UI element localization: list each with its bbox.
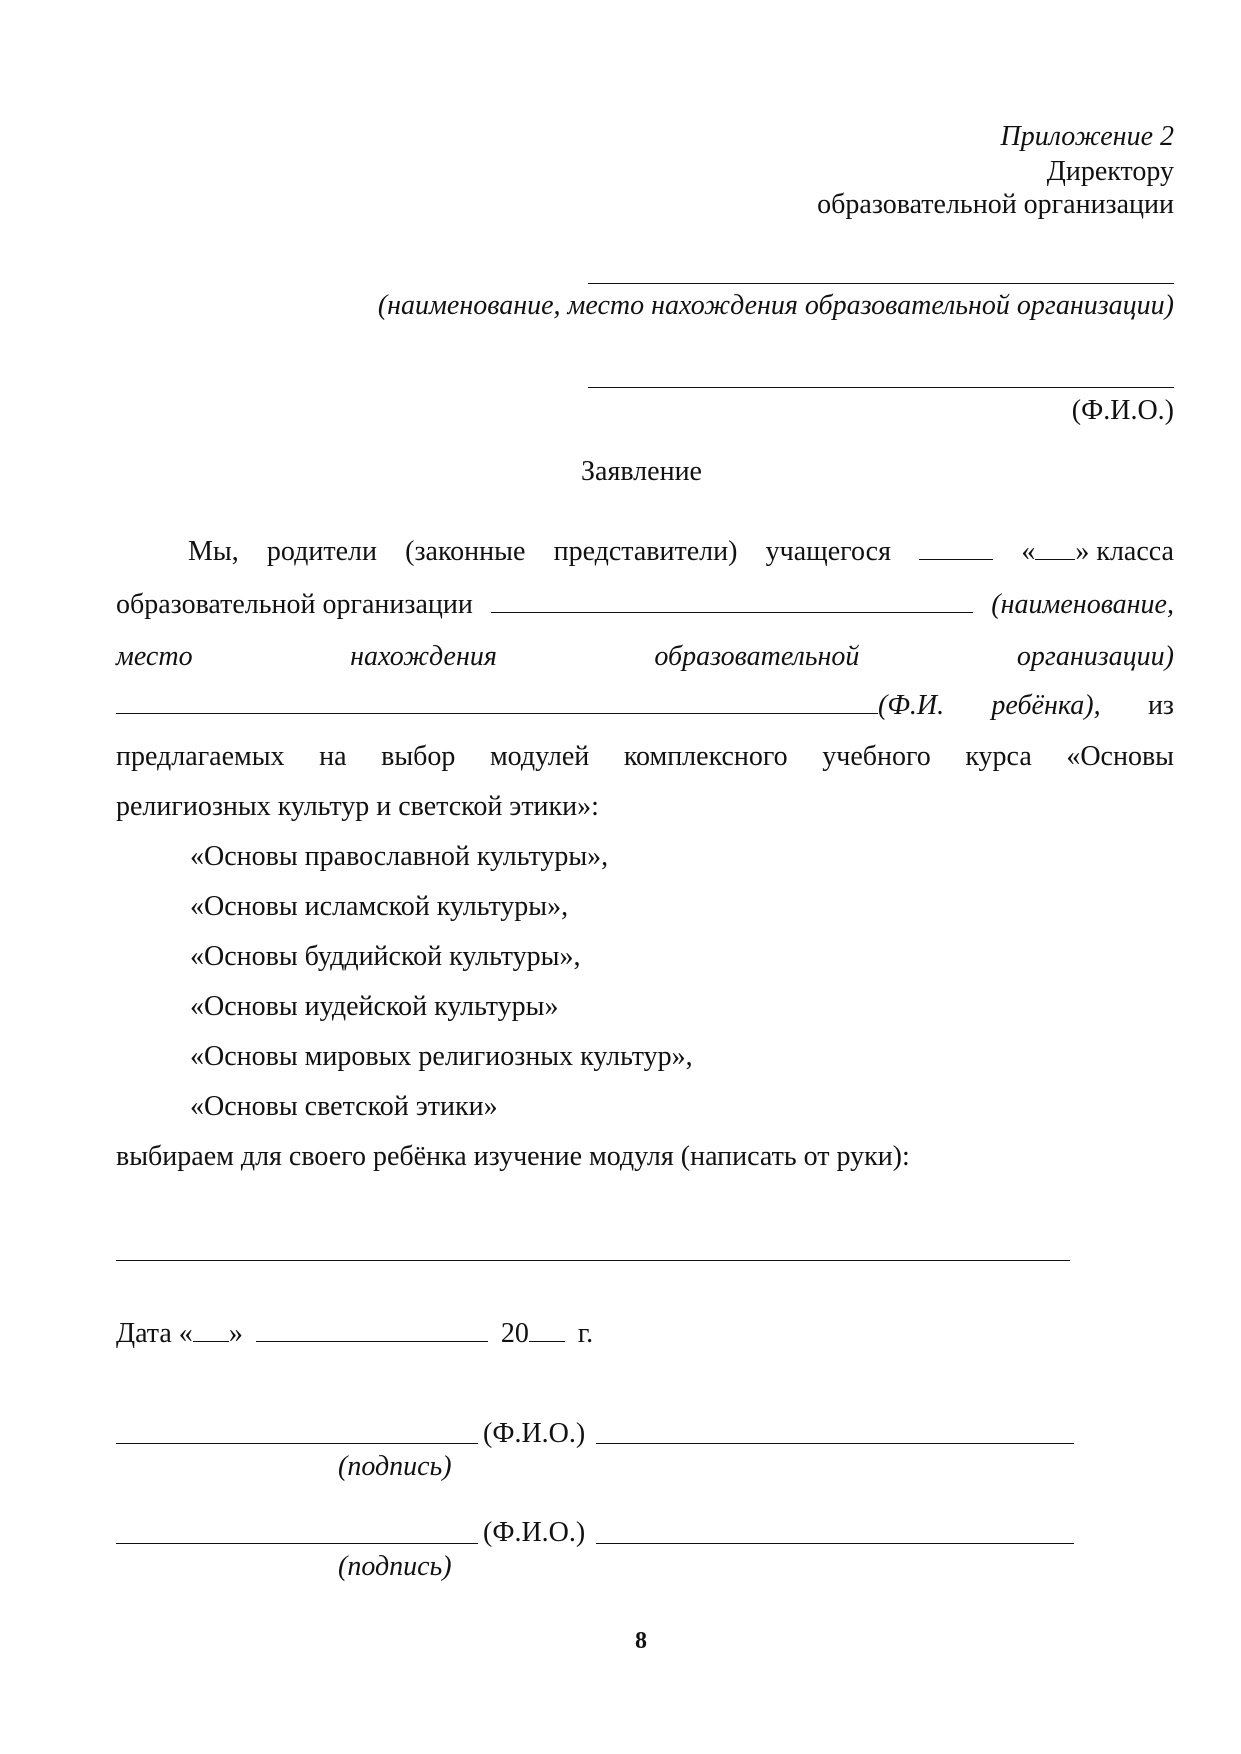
child-fio-group [116,689,944,723]
child-label: ребёнка), [991,690,1101,721]
class-letter-group [1021,535,1174,569]
body-line-2 [116,588,1174,622]
module-choice-instruction: выбираем для своего ребёнка изучение модуля (написать от руки): [116,1141,910,1172]
date-year-prefix: 20 [500,1318,529,1349]
signature-caption-2: (подпись) [338,1551,452,1582]
close-quote-class: » класса [1075,536,1174,567]
date-year-field[interactable] [529,1319,565,1342]
module-item: «Основы православной культуры», [190,841,609,872]
body-word: (законные [405,536,526,567]
child-fi-label: (Ф.И. [878,690,945,721]
child-fio-field[interactable] [116,691,878,714]
body-line-6: религиозных культур и светской этики»: [116,791,599,822]
director-fio-field[interactable] [588,387,1174,388]
body-line-3 [116,640,1174,674]
page-number: 8 [635,1628,647,1654]
body-line-5 [116,740,1174,774]
body-word: комплексного [623,741,788,772]
body-word: выбор [381,741,456,772]
parent-fio-field-2[interactable] [596,1543,1074,1544]
module-item: «Основы буддийской культуры», [190,941,581,972]
body-word: нахождения [350,641,497,672]
body-word: учебного [822,741,931,772]
module-item: «Основы исламской культуры», [190,891,569,922]
date-year-suffix: г. [577,1318,594,1349]
addressee-organization: образовательной организации [817,189,1174,220]
body-line-4 [116,689,1174,723]
body-word: родители [266,536,377,567]
module-item: «Основы мировых религиозных культур», [190,1041,693,1072]
director-fio-caption: (Ф.И.О.) [1071,395,1174,426]
body-word: предлагаемых [116,741,285,772]
body-text-italic: (наименование, [991,589,1174,620]
school-name-field[interactable] [491,590,973,613]
body-word: образовательной [654,641,860,672]
body-word: «Основы [1066,741,1174,772]
organization-name-field[interactable] [588,283,1174,284]
signature-fio-label-2: (Ф.И.О.) [483,1517,586,1548]
date-label: Дата « [116,1318,193,1349]
addressee-title: Директору [1046,156,1174,187]
class-letter-field[interactable] [1035,537,1075,560]
signature-caption-1: (подпись) [338,1451,452,1482]
signature-field-2[interactable] [116,1543,478,1544]
date-row [116,1317,593,1351]
date-month-field[interactable] [256,1319,488,1342]
body-word: организации) [1016,641,1174,672]
signature-field-1[interactable] [116,1443,478,1444]
body-word: Мы, [188,536,239,567]
organization-caption: (наименование, место нахождения образовательной организации) [377,290,1174,321]
body-word: из [1147,690,1174,721]
body-word: на [319,741,347,772]
body-word: представители) [553,536,738,567]
body-word: учащегося [765,536,891,567]
date-day-field[interactable] [193,1319,229,1342]
module-choice-field[interactable] [116,1260,1070,1261]
parent-fio-field-1[interactable] [596,1443,1074,1444]
signature-fio-label-1: (Ф.И.О.) [483,1418,586,1449]
body-word: место [116,641,193,672]
body-line-1 [188,535,1174,569]
module-item: «Основы светской этики» [190,1091,498,1122]
body-text: образовательной организации [116,589,473,620]
body-word: курса [965,741,1032,772]
module-item: «Основы иудейской культуры» [190,991,559,1022]
body-word: модулей [489,741,590,772]
appendix-label: Приложение 2 [1000,121,1174,152]
open-quote: « [1021,536,1036,567]
class-number-field[interactable] [919,537,993,560]
document-title: Заявление [581,456,702,487]
date-close-quote: » [228,1318,243,1349]
